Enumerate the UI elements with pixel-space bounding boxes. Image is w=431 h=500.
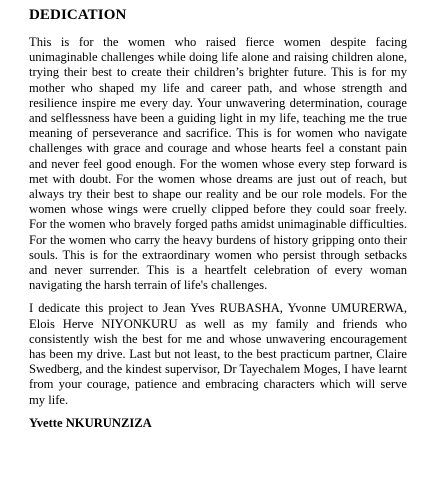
author-signature: Yvette NKURUNZIZA xyxy=(29,415,152,430)
dedication-page xyxy=(29,6,407,431)
dedication-paragraph-women: This is for the women who raised fierce women despite facing unimaginable challenges while doing life alone and raising children alone, trying their best to create their children’s brighter future. This is for my mother who shaped my life and career path, and whose strength and resilience inspire me every day. Your unwavering determination, courage and selflessness have been a guiding light in my life, teaching me the true meaning of perseverance and sacrifice. This is for women who navigate challenges with grace and courage and whose hearts feel a constant pain and never feel good enough. For the women whose every step forward is met with doubt. For the women whose dreams are just out of reach, but always try their best to shape our reality and be our role models. For the women whose wings were cruelly clipped before they could soar freely. For the women who bravely forged paths amidst unimaginable difficulties. For the women who carry the heavy burdens of history gripping onto their souls. This is for the extraordinary women who persist through setbacks and never surrender. This is a heartfelt celebration of every woman navigating the harsh terrain of life's challenges. xyxy=(29,35,407,293)
page-title: DEDICATION xyxy=(29,7,127,23)
dedication-paragraph-acknowledgements: I dedicate this project to Jean Yves RUBASHA, Yvonne UMURERWA, Elois Herve NIYONKURU as well as my family and friends who consistently wish the best for me and whose unwavering encouragement has been my drive. Last but not least, to the best practicum partner, Claire Swedberg, and the kindest supervisor, Dr Tayechalem Moges, I have learnt from your courage, patience and embracing characters which will serve my life. xyxy=(29,301,407,407)
